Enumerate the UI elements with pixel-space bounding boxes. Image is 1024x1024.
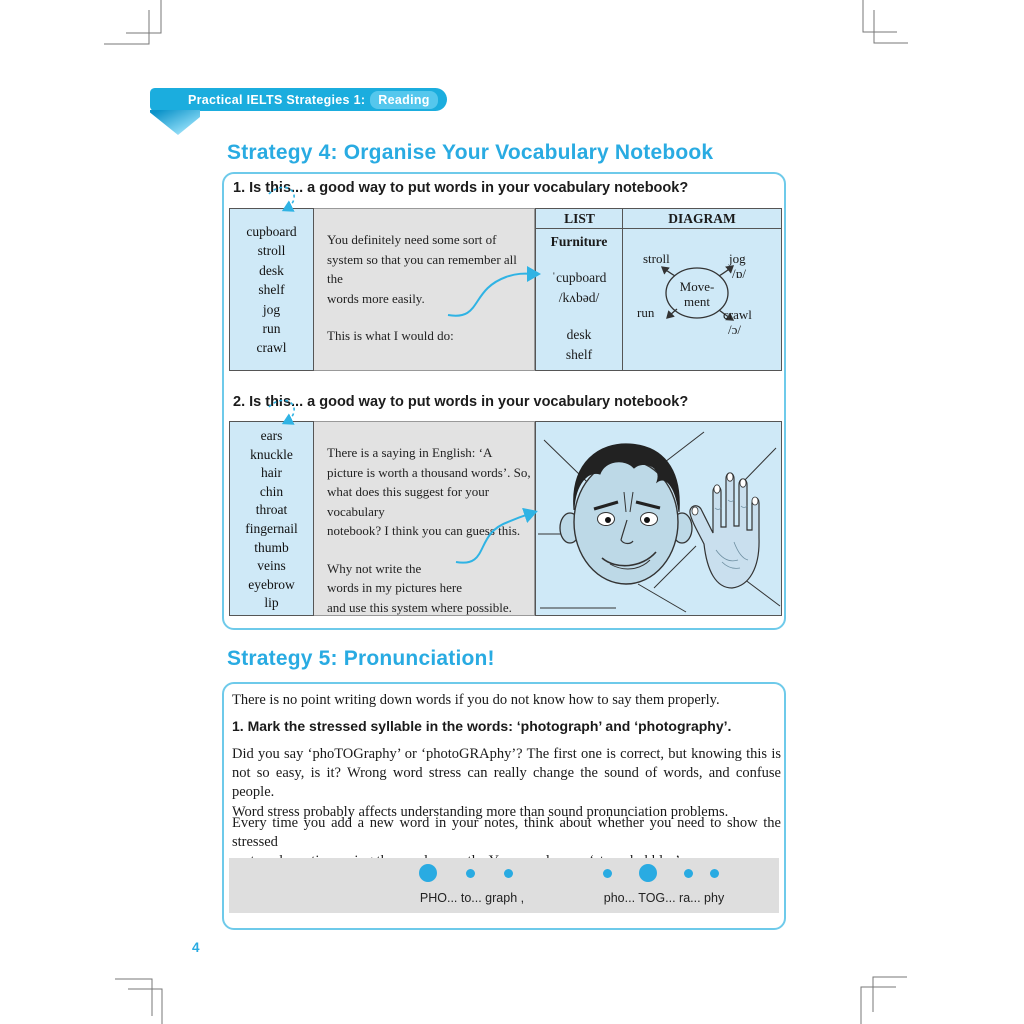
column-header-diagram: DIAGRAM xyxy=(668,211,736,226)
word-item: cupboard xyxy=(246,224,297,239)
word-item: knuckle xyxy=(250,446,293,462)
commentary-line: There is a saying in English: ‘A xyxy=(327,445,493,460)
diagram-center-label: ment xyxy=(684,294,710,309)
chapter-tab-label: Practical IELTS Strategies 1: xyxy=(188,92,366,107)
commentary-panel-1 xyxy=(314,208,535,371)
face-and-hand-drawing xyxy=(536,422,781,615)
word-list-1 xyxy=(229,208,314,371)
strategy5-box xyxy=(222,682,786,930)
list-diagram-table xyxy=(535,208,782,371)
word-item: lip xyxy=(264,595,279,611)
diagram-node-phonetic: /ɔ/ xyxy=(728,322,741,337)
chapter-tab-highlight: Reading xyxy=(370,91,437,109)
list-column xyxy=(536,209,623,370)
paragraph-1 xyxy=(232,745,781,822)
entry-phonetic: /kʌbəd/ xyxy=(558,290,600,305)
diagram-column xyxy=(623,209,781,370)
word-item: shelf xyxy=(258,282,285,298)
word-item: stroll xyxy=(257,243,286,259)
word-item: eyebrow xyxy=(248,576,295,592)
word-item: crawl xyxy=(256,340,287,356)
strategy4-title: Strategy 4: Organise Your Vocabulary Notebook xyxy=(227,141,714,164)
ribbon-fold-icon xyxy=(150,110,200,135)
category-label: Furniture xyxy=(550,234,608,249)
word-item: chin xyxy=(259,483,284,499)
word-item: jog xyxy=(262,301,281,317)
intro-text: There is no point writing down words if you do not know how to say them properly. xyxy=(232,692,720,708)
stress-bubble xyxy=(419,864,437,882)
page-number: 4 xyxy=(192,940,200,955)
word-item: ears xyxy=(260,428,283,443)
commentary-line: Why not write the xyxy=(327,560,422,576)
commentary-line: notebook? I think you can guess this. xyxy=(327,523,521,538)
stress-bubble xyxy=(639,864,657,882)
diagram-node-label: jog xyxy=(729,251,746,266)
commentary-line: words more easily. xyxy=(327,290,425,306)
commentary-line: This is what I would do: xyxy=(327,328,454,343)
word-item: thumb xyxy=(254,539,289,555)
stress-bubble xyxy=(466,869,475,878)
stress-bubble xyxy=(603,869,612,878)
diagram-node-phonetic: /ɒ/ xyxy=(732,266,747,281)
stress-label-2: pho... TOG... ra... phy xyxy=(603,891,725,905)
question-2: 2. Is this... a good way to put words in your vocabulary notebook? xyxy=(233,394,689,410)
paragraph-line: Did you say ‘phoTOGraphy’ or ‘photoGRAphy’? The first one is correct, but knowing this is xyxy=(232,746,781,762)
word-item: fingernail xyxy=(245,520,298,536)
entry-word: desk xyxy=(566,327,592,342)
diagram-node-label: crawl xyxy=(723,307,752,322)
stress-bubble xyxy=(710,869,719,878)
commentary-line: what does this suggest for your vocabulary xyxy=(327,484,490,519)
stress-label-1: PHO... to... graph , xyxy=(419,891,525,905)
diagram-center-label: Move- xyxy=(679,279,715,294)
face-drawing xyxy=(560,444,692,584)
commentary-panel-2 xyxy=(314,421,535,616)
word-item: veins xyxy=(257,558,286,574)
stress-bubble-group-2 xyxy=(603,863,719,883)
chapter-tab xyxy=(150,88,447,111)
commentary-line: words in my pictures here xyxy=(327,580,463,595)
strategy5-title: Strategy 5: Pronunciation! xyxy=(227,647,495,670)
stress-bubbles-band xyxy=(229,858,779,913)
word-list-2 xyxy=(229,421,314,616)
paragraph-line: Every time you add a new word in your notes, think about whether you need to show the stressed xyxy=(232,815,781,851)
stress-bubble xyxy=(504,869,513,878)
commentary-line: You definitely need some sort of xyxy=(327,232,497,247)
strategy4-box xyxy=(222,172,786,630)
task-heading: 1. Mark the stressed syllable in the words: ‘photograph’ and ‘photography’. xyxy=(232,718,732,734)
commentary-line: picture is worth a thousand words’. So, xyxy=(327,464,531,480)
commentary-line: system so that you can remember all the xyxy=(327,251,517,286)
diagram-node-label: run xyxy=(637,305,655,320)
paragraph-line: not so easy, is it? Wrong word stress can really change the sound of words, and confuse people. xyxy=(232,765,781,801)
column-header-list: LIST xyxy=(564,211,595,226)
vocabulary-picture-panel xyxy=(535,421,782,616)
entry-word: ˈcupboard xyxy=(551,270,607,285)
word-item: hair xyxy=(261,465,282,481)
word-item: desk xyxy=(259,262,284,278)
commentary-line: and use this system where possible. xyxy=(327,599,512,615)
word-item: run xyxy=(262,321,281,337)
stress-bubble xyxy=(684,869,693,878)
stress-bubble-group-1 xyxy=(419,863,513,883)
paragraph-line: Word stress probably affects understanding more than sound pronunciation problems. xyxy=(232,803,729,820)
diagram-node-label: stroll xyxy=(643,251,670,266)
entry-word: shelf xyxy=(565,347,593,362)
word-item: throat xyxy=(255,502,288,518)
hand-drawing xyxy=(690,473,759,588)
question-1: 1. Is this... a good way to put words in your vocabulary notebook? xyxy=(233,180,689,196)
